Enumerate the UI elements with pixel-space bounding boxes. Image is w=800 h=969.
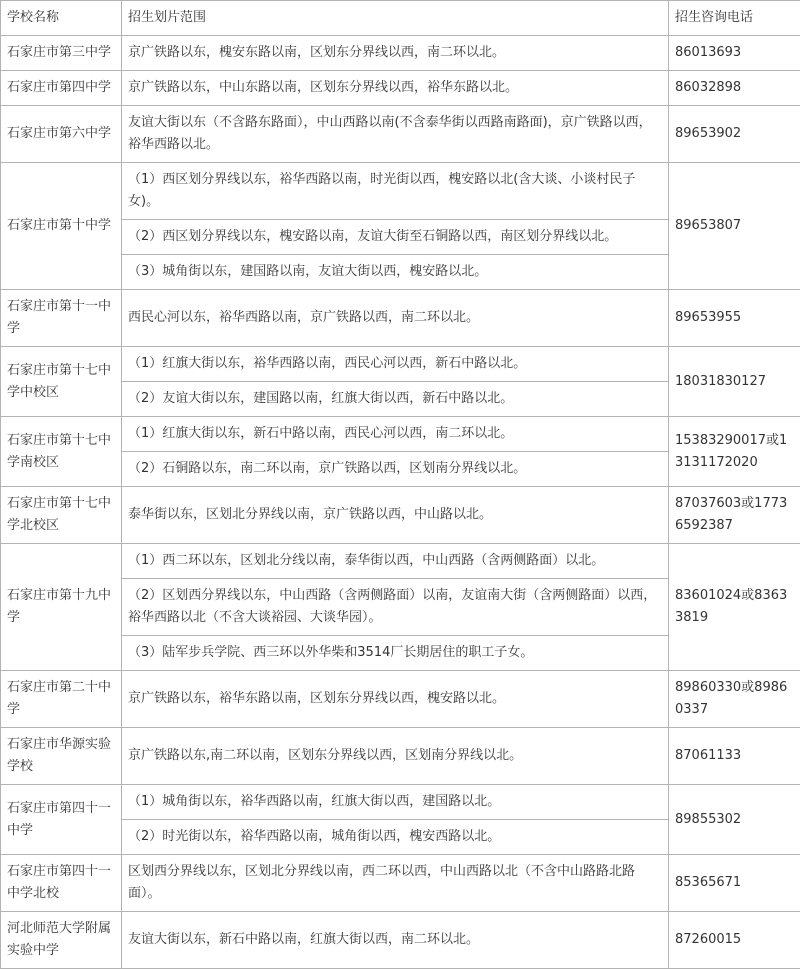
range-cell: （2）西区划分界线以东，槐安路以南，友谊大街至石铜路以西，南区划分界线以北。 [122,220,669,255]
column-header-range: 招生划片范围 [122,1,669,36]
range-cell: 京广铁路以东,南二环以南，区划东分界线以西，区划南分界线以北。 [122,728,669,785]
range-cell: （2）友谊大街以东，建国路以南，红旗大街以西，新石中路以北。 [122,382,669,417]
school-name-cell: 石家庄市华源实验学校 [1,728,122,785]
range-cell: （2）石铜路以东，南二环以南，京广铁路以西，区划南分界线以北。 [122,452,669,487]
school-name-cell: 石家庄市第四十一中学 [1,785,122,855]
phone-cell: 89860330或89860337 [669,671,800,728]
range-cell: 友谊大街以东（不含路东路面），中山西路以南(不含泰华街以西路南路面)，京广铁路以西，裕华西路以北。 [122,106,669,163]
school-name-cell: 石家庄市第二十中学 [1,671,122,728]
phone-cell: 89653955 [669,290,800,347]
table-row [1,671,800,728]
school-name-cell: 石家庄市第十九中学 [1,544,122,671]
range-cell: （1）城角街以东，裕华西路以南，红旗大街以西，建国路以北。 [122,785,669,820]
range-cell: （1）西二环以东，区划北分线以南，泰华街以西，中山西路（含两侧路面）以北。 [122,544,669,579]
range-cell: 友谊大街以东，新石中路以南，红旗大街以西，南二环以北。 [122,912,669,969]
school-name-cell: 石家庄市第三中学 [1,36,122,71]
table-row [1,544,800,579]
range-cell: （1）红旗大街以东，裕华西路以南，西民心河以西，新石中路以北。 [122,347,669,382]
school-name-cell: 石家庄市第十七中学北校区 [1,487,122,544]
column-header-school: 学校名称 [1,1,122,36]
school-name-cell: 石家庄市第十一中学 [1,290,122,347]
range-cell: （2）区划西分界线以东，中山西路（含两侧路面）以南，友谊南大街（含两侧路面）以西，裕华西路以北（不含大谈裕园、大谈华园）。 [122,579,669,636]
table-row [1,71,800,106]
phone-cell: 83601024或83633819 [669,544,800,671]
phone-cell: 86032898 [669,71,800,106]
range-cell: 区划西分界线以东，区划北分界线以南，西二环以西，中山西路以北（不含中山路路北路面）。 [122,855,669,912]
range-cell: 京广铁路以东，槐安东路以南，区划东分界线以西，南二环以北。 [122,36,669,71]
table-row [1,487,800,544]
school-name-cell: 石家庄市第十七中学南校区 [1,417,122,487]
range-cell: （1）红旗大街以东，新石中路以南，西民心河以西，南二环以北。 [122,417,669,452]
phone-cell: 87061133 [669,728,800,785]
school-name-cell: 石家庄市第四十一中学北校 [1,855,122,912]
table-row [1,163,800,220]
phone-cell: 89653902 [669,106,800,163]
column-header-phone: 招生咨询电话 [669,1,800,36]
range-cell: （3）城角街以东，建国路以南，友谊大街以西，槐安路以北。 [122,255,669,290]
phone-cell: 87260015 [669,912,800,969]
range-cell: （2）时光街以东，裕华西路以南，城角街以西，槐安西路以北。 [122,820,669,855]
range-cell: 京广铁路以东，中山东路以南，区划东分界线以西，裕华东路以北。 [122,71,669,106]
phone-cell: 89653807 [669,163,800,290]
phone-cell: 85365671 [669,855,800,912]
phone-cell: 86013693 [669,36,800,71]
table-row [1,417,800,452]
phone-cell: 15383290017或13131172020 [669,417,800,487]
phone-cell: 89855302 [669,785,800,855]
table-row [1,785,800,820]
range-cell: 京广铁路以东，裕华东路以南，区划东分界线以西，槐安路以北。 [122,671,669,728]
phone-cell: 18031830127 [669,347,800,417]
phone-cell: 87037603或17736592387 [669,487,800,544]
table-row [1,728,800,785]
table-row [1,855,800,912]
range-cell: （3）陆军步兵学院、西三环以外华柴和3514厂长期居住的职工子女。 [122,636,669,671]
school-name-cell: 石家庄市第十七中学中校区 [1,347,122,417]
table-row [1,106,800,163]
range-cell: 泰华街以东，区划北分界线以南，京广铁路以西，中山路以北。 [122,487,669,544]
table-row [1,912,800,969]
school-name-cell: 石家庄市第六中学 [1,106,122,163]
range-cell: （1）西区划分界线以东，裕华西路以南，时光街以西，槐安路以北(含大谈、小谈村民子女)。 [122,163,669,220]
table-row [1,36,800,71]
table-row [1,347,800,382]
range-cell: 西民心河以东，裕华西路以南，京广铁路以西，南二环以北。 [122,290,669,347]
school-name-cell: 河北师范大学附属实验中学 [1,912,122,969]
table-row [1,290,800,347]
school-name-cell: 石家庄市第四中学 [1,71,122,106]
table-header-row [1,1,800,36]
school-name-cell: 石家庄市第十中学 [1,163,122,290]
